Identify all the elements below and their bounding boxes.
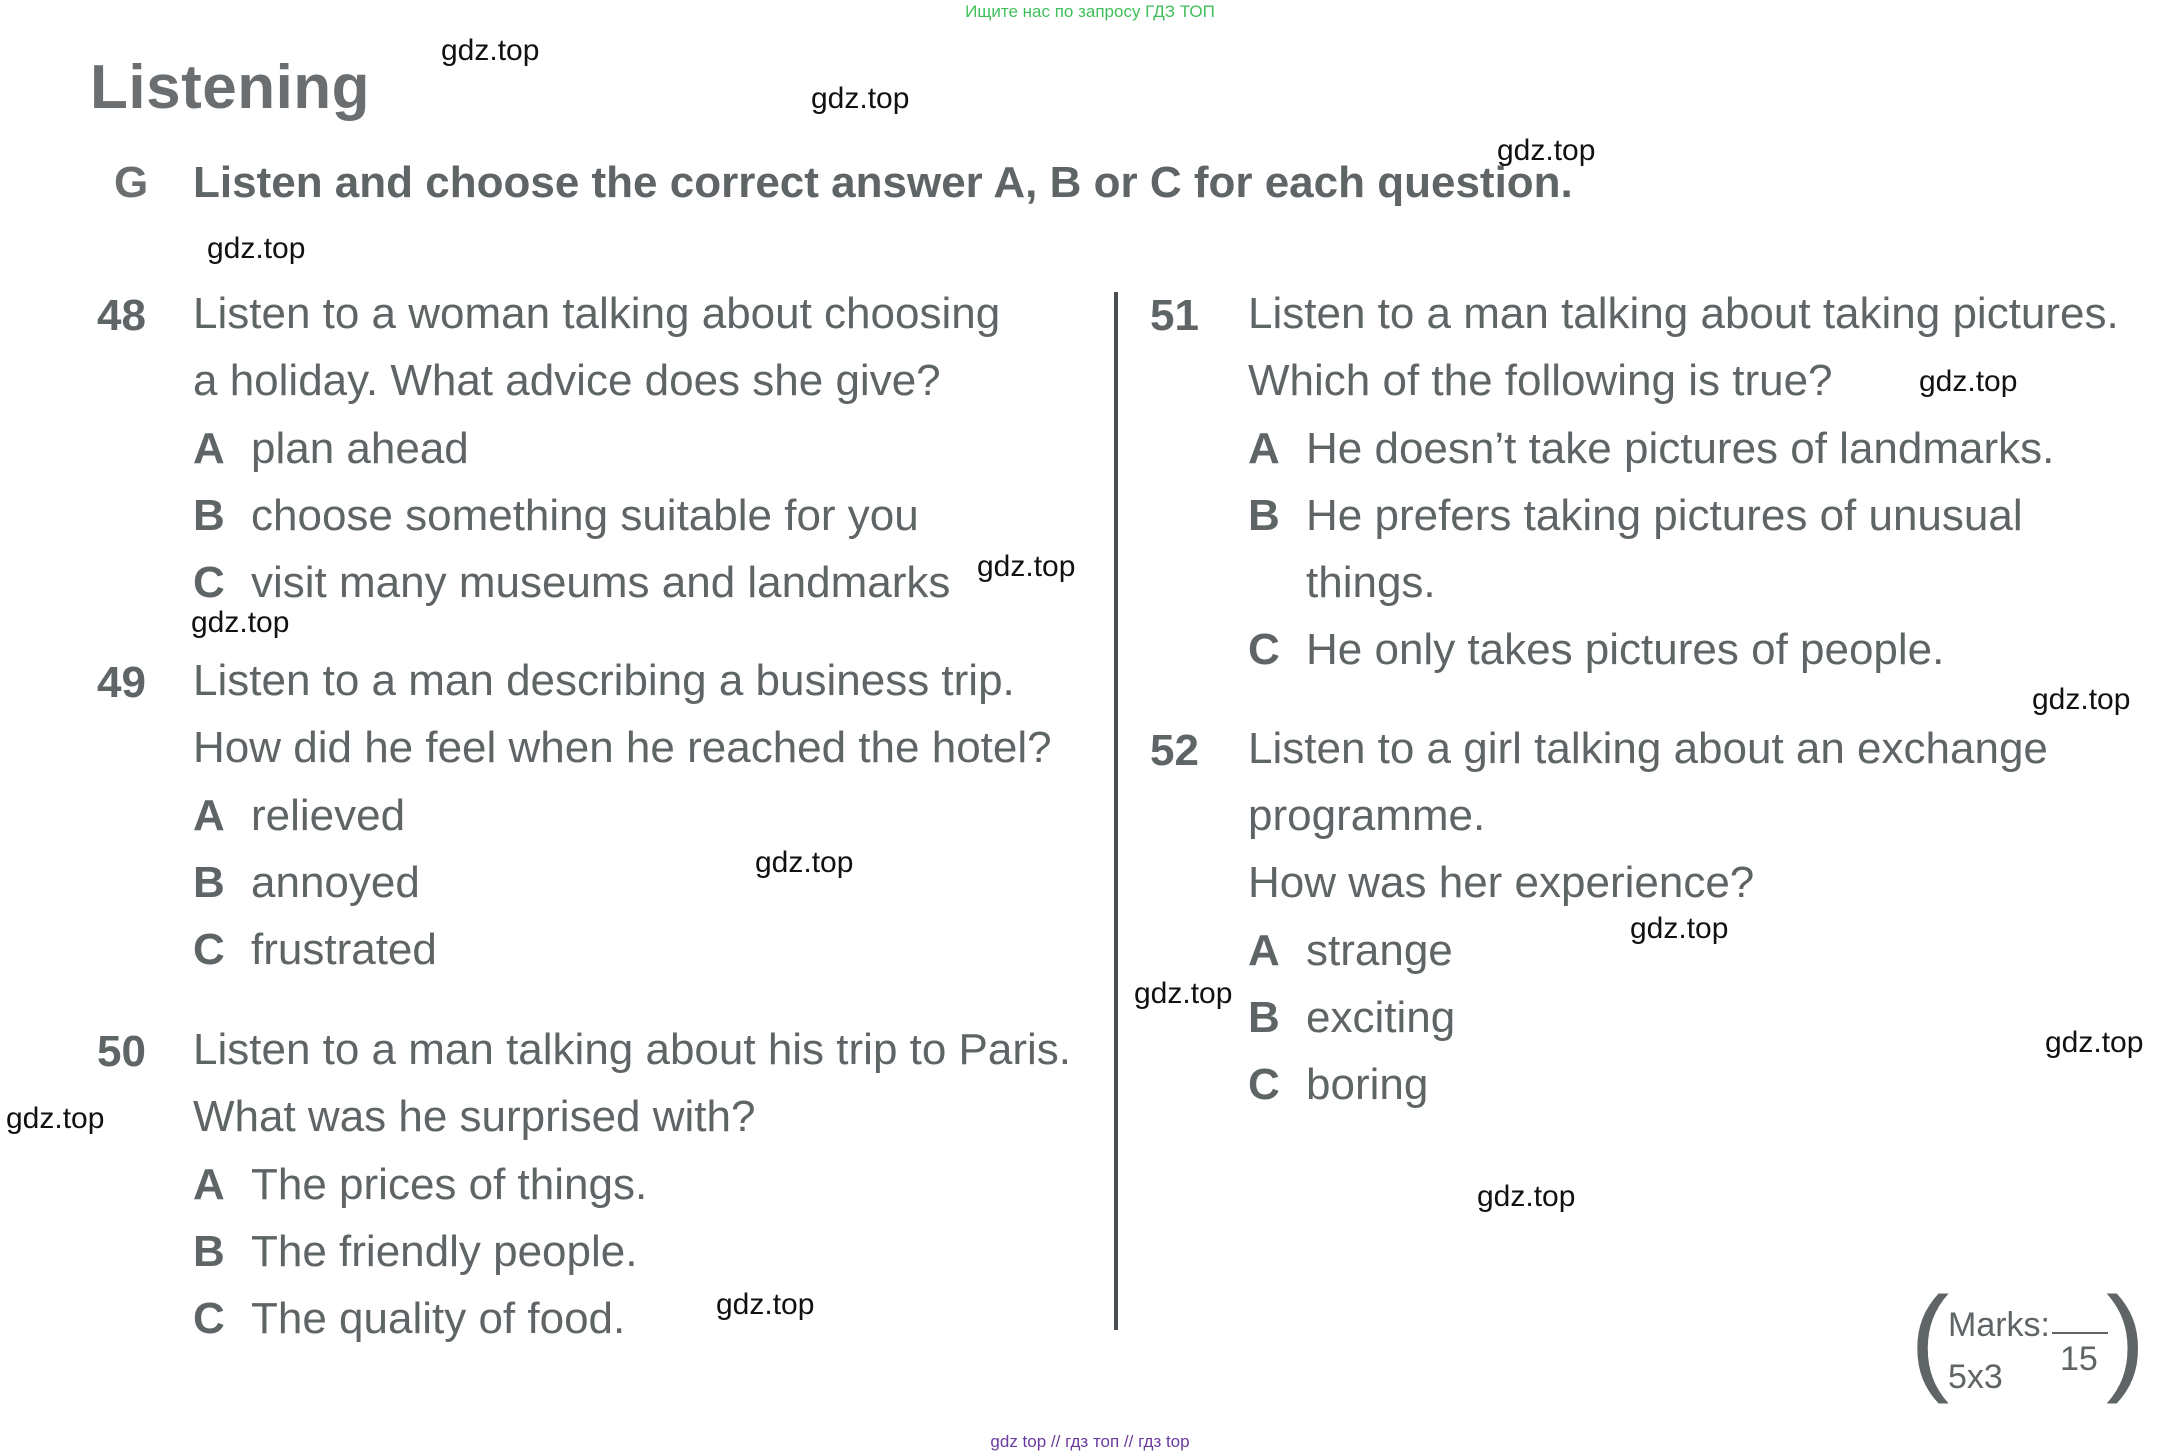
left-parenthesis: ( (1910, 1273, 1950, 1405)
option-letter: A (193, 424, 225, 473)
option-letter: B (1248, 491, 1280, 540)
footer-note: gdz top // гдз топ // гдз top (990, 1432, 1190, 1451)
question-line: What was he surprised with? (193, 1092, 756, 1141)
option-text: boring (1306, 1060, 1429, 1109)
question-line: Which of the following is true? (1248, 356, 1833, 405)
marks-total: 15 (2060, 1340, 2098, 1378)
right-parenthesis: ) (2106, 1273, 2146, 1405)
watermark: gdz.top (441, 34, 540, 67)
option-text: The quality of food. (251, 1294, 626, 1343)
answer-option (193, 424, 469, 474)
answer-option (1248, 424, 2054, 474)
question-text (1248, 715, 2048, 916)
page-heading: Listening (90, 53, 371, 122)
watermark: gdz.top (2032, 683, 2131, 716)
question-number: 48 (97, 291, 146, 340)
option-letter: B (193, 858, 225, 907)
question-line: Listen to a man describing a business trip. (193, 656, 1015, 705)
option-text: The friendly people. (251, 1227, 638, 1276)
option-text: He prefers taking pictures of unusual (1306, 491, 2023, 540)
option-text: exciting (1306, 993, 1456, 1042)
answer-option (193, 1227, 637, 1277)
answer-option (193, 491, 919, 541)
answer-option (1248, 993, 1455, 1043)
question-number: 52 (1150, 726, 1199, 775)
watermark: gdz.top (755, 846, 854, 879)
question-text (193, 280, 1000, 414)
option-text: The prices of things. (251, 1160, 648, 1209)
option-text: relieved (251, 791, 406, 840)
watermark: gdz.top (6, 1102, 105, 1135)
question-line: Listen to a girl talking about an exchange (1248, 724, 2048, 773)
question-text (193, 1016, 1071, 1150)
option-letter: C (193, 1294, 225, 1343)
answer-option (1248, 491, 2023, 541)
answer-option-continuation (1248, 558, 1436, 608)
option-letter: A (193, 1160, 225, 1209)
watermark: gdz.top (1134, 977, 1233, 1010)
option-letter: B (193, 491, 225, 540)
answer-option (193, 558, 950, 608)
option-text: plan ahead (251, 424, 469, 473)
answer-option (1248, 926, 1453, 976)
option-text: things. (1306, 558, 1436, 607)
option-text: frustrated (251, 925, 437, 974)
option-text: He only takes pictures of people. (1306, 625, 1945, 674)
answer-option (193, 1160, 647, 1210)
option-letter: C (193, 558, 225, 607)
marks-score-line (2052, 1332, 2108, 1334)
option-text: He doesn’t take pictures of landmarks. (1306, 424, 2055, 473)
question-text (193, 647, 1052, 781)
watermark: gdz.top (1919, 365, 2018, 398)
watermark: gdz.top (977, 550, 1076, 583)
answer-option (193, 858, 420, 908)
marks-label: Marks: (1948, 1306, 2050, 1344)
section-letter: G (114, 158, 149, 207)
option-text: annoyed (251, 858, 420, 907)
answer-option (193, 925, 437, 975)
section-instruction: Listen and choose the correct answer A, B or C for each question. (193, 158, 1573, 207)
watermark: gdz.top (811, 82, 910, 115)
option-letter: B (1248, 993, 1280, 1042)
question-line: How did he feel when he reached the hotel? (193, 723, 1052, 772)
answer-option (193, 791, 405, 841)
option-letter: C (193, 925, 225, 974)
marks-box (1910, 1273, 2146, 1405)
column-divider (1114, 292, 1118, 1330)
watermark: gdz.top (2045, 1026, 2144, 1059)
option-letter: A (1248, 926, 1280, 975)
watermark: gdz.top (191, 606, 290, 639)
question-line: Listen to a woman talking about choosing (193, 289, 1001, 338)
question-line: Listen to a man talking about taking pictures. (1248, 289, 2119, 338)
question-number: 51 (1150, 291, 1199, 340)
top-note: Ищите нас по запросу ГДЗ ТОП (965, 2, 1215, 21)
answer-option (1248, 625, 1944, 675)
question-number: 49 (97, 658, 146, 707)
watermark: gdz.top (1497, 134, 1596, 167)
watermark: gdz.top (1630, 912, 1729, 945)
question-number: 50 (97, 1027, 146, 1076)
question-line: a holiday. What advice does she give? (193, 356, 941, 405)
answer-option (1248, 1060, 1428, 1110)
option-letter: B (193, 1227, 225, 1276)
watermark: gdz.top (207, 232, 306, 265)
option-text: choose something suitable for you (251, 491, 919, 540)
option-letter: C (1248, 625, 1280, 674)
option-letter: A (193, 791, 225, 840)
question-line: Listen to a man talking about his trip to Paris. (193, 1025, 1072, 1074)
option-letter: C (1248, 1060, 1280, 1109)
question-line: How was her experience? (1248, 858, 1755, 907)
option-text: strange (1306, 926, 1453, 975)
option-letter: A (1248, 424, 1280, 473)
question-line: programme. (1248, 791, 1486, 840)
answer-option (193, 1294, 625, 1344)
watermark: gdz.top (1477, 1180, 1576, 1213)
option-text: visit many museums and landmarks (251, 558, 951, 607)
watermark: gdz.top (716, 1288, 815, 1321)
marks-scoring: 5x3 (1948, 1358, 2003, 1396)
